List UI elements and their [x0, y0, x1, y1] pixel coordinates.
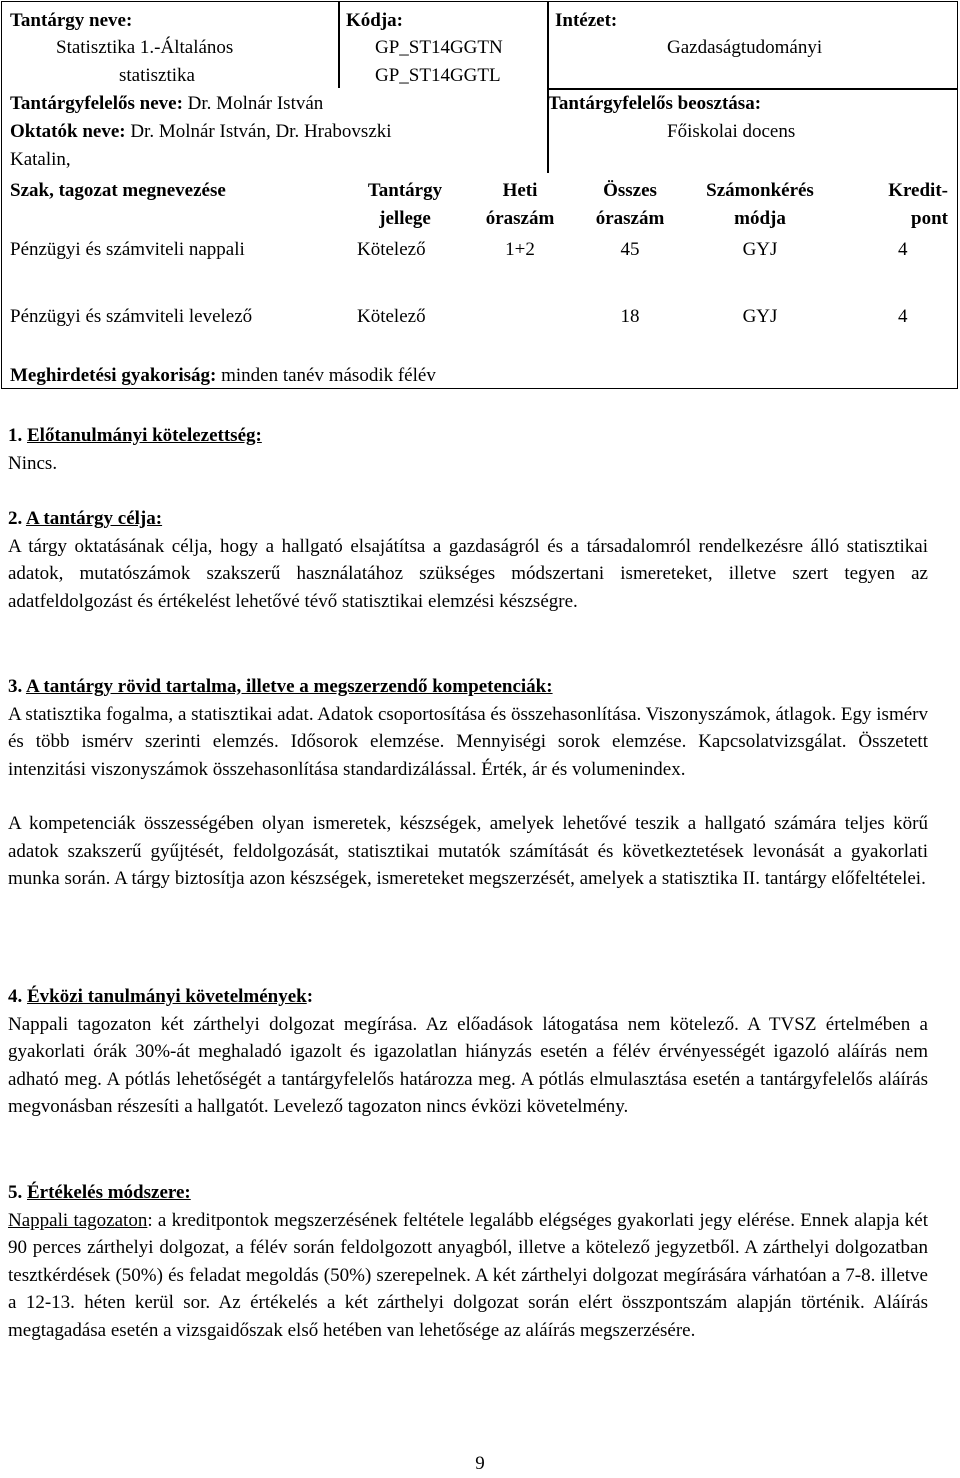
- col-header-heti: Heti óraszám: [485, 180, 555, 229]
- section-title: Értékelés módszere:: [27, 1182, 191, 1203]
- section-text: Nappali tagozaton két zárthelyi dolgozat megírása. Az előadások látogatása nem kötelező. A TVSZ értelmében a gyakorlati órák 30%-át meghaladó igazolt és igazolatlan hiányzás esetén a félév érvényességét igazoló aláírás nem adható meg. A pótlás lehetőségét a tantárgyfelelős határozza meg. A pótlás elmulasztása esetén a tantárgyfelelős aláírás megvonásban részesíti a hallgatót. Levelező tagozaton nincs évközi követelmény.: [8, 1013, 928, 1117]
- col-header-kredit: Kredit- pont: [888, 180, 948, 229]
- announcement-label: Meghirdetési gyakoriság:: [10, 365, 217, 386]
- section-requirements: 4. Évközi tanulmányi követelmények: Nappali tagozaton két zárthelyi dolgozat megírása. Az előadások látogatása nem kötelező. A TVSZ értelmében a gyakorlati órák 30%-át meghaladó igazolt és igazolatlan hiányzás esetén a félév érvényességét igazoló aláírás nem adható meg. A pótlás lehetőségét a tantárgyfelelős határozza meg. A pótlás elmulasztása esetén a tantárgyfelelős aláírás megvonásban részesíti a hallgatót. Levelező tagozaton nincs évközi követelmény.: [8, 983, 928, 1121]
- section-title: Évközi tanulmányi követelmények: [27, 986, 307, 1007]
- table-row-kredit: 4: [898, 306, 908, 327]
- announcement-line: [10, 362, 436, 390]
- table-row-osszes: 18: [620, 306, 640, 327]
- subject-name: Statisztika 1.-Általános: [56, 37, 234, 58]
- section-text: Nappali tagozaton: a kreditpontok megszerzésének feltétele legalább elégséges gyakorlati jegy elérése. Ennek alapja két 90 perces zárthelyi dolgozat, a félév során feldolgozott anyagból, illetve a kötelező jegyzetből. A zárthelyi dolgozatban tesztkérdések (50%) és feladat megoldás (50%) szerepelnek. A két zárthelyi dolgozat megírására várhatóan a 7-8. illetve a 12-13. héten kerül sor. Az értékelés a két zárthelyi dolgozat során elért összpontszám alapján történik. Aláírás megtagadása esetén a vizsgaidőszak első hetében van lehetősége az aláírás megszerzésére.: [8, 1209, 928, 1341]
- section-evaluation: 5. Értékelés módszere: Nappali tagozaton: a kreditpontok megszerzésének feltétele legalább elégséges gyakorlati jegy elérése. Ennek alapja két 90 perces zárthelyi dolgozat, a félév során feldolgozott anyagból, illetve a kötelező jegyzetből. A zárthelyi dolgozatban tesztkérdések (50%) és feladat megoldás (50%) szerepelnek. A két zárthelyi dolgozat megírására várhatóan a 7-8. illetve a 12-13. héten kerül sor. Az értékelés a két zárthelyi dolgozat során elért összpontszám alapján történik. Aláírás megtagadása esetén a vizsgaidőszak első hetében van lehetősége az aláírás megszerzésére.: [8, 1179, 928, 1344]
- course-code: GP_ST14GGTN: [375, 37, 503, 58]
- section-title: A tantárgy célja:: [25, 508, 163, 529]
- page-number: 9: [475, 1453, 485, 1474]
- table-row-szak: Pénzügyi és számviteli levelező: [10, 306, 253, 327]
- position-value: Főiskolai docens: [667, 121, 796, 142]
- course-code-alt: GP_ST14GGTL: [375, 65, 501, 86]
- section-title: A tantárgy rövid tartalma, illetve a megszerzendő kompetenciák:: [25, 676, 553, 697]
- table-row-osszes: 45: [620, 239, 640, 260]
- instructors-names: Dr. Molnár István, Dr. Hrabovszki: [125, 121, 392, 142]
- table-divider: [338, 2, 340, 88]
- instructors-line: [10, 118, 392, 146]
- section-goal: 2. A tantárgy célja: A tárgy oktatásának célja, hogy a hallgató elsajátítsa a gazdaságról és a társadalomról rendelkezésre álló statisztikai adatok, mutatószámok szakszerű használatához szükséges módszertani ismereteket, illetve szert tegyen az adatfeldolgozást és értékelést lehetővé tévő statisztikai elemzési készségre.: [8, 505, 928, 615]
- col-header-szak: Szak, tagozat megnevezése: [10, 180, 226, 201]
- table-row-heti: 1+2: [505, 239, 535, 260]
- col-header-jelleg: Tantárgy jellege: [367, 180, 443, 229]
- responsible-line: [10, 90, 323, 118]
- table-row-kredit: 4: [898, 239, 908, 260]
- announcement-value: minden tanév második félév: [216, 365, 436, 386]
- section-text: A tárgy oktatásának célja, hogy a hallgató elsajátítsa a gazdaságról és a társadalomról rendelkezésre álló statisztikai adatok, mutatószámok szakszerű használatához szükséges módszertani ismereteket, illetve szert tegyen az adatfeldolgozást és értékelést lehetővé tévő statisztikai elemzési készségre.: [8, 535, 928, 612]
- section-content: 3. A tantárgy rövid tartalma, illetve a megszerzendő kompetenciák: A statisztika fogalma, a statisztikai adat. Adatok csoportosítása és összehasonlítása. Viszonyszámok, átlagok. Egy ismérv és több ismérv szerinti elemzés. Idősorok elemzése. Mennyiségi sorok elemzése. Kapcsolatvizsgálat. Összetett intenzitási viszonyszámok összehasonlítása standardizálással. Érték, ár és volumenindex. A kompetenciák összességében olyan ismeretek, készségek, amelyek lehetővé teszik a hallgató számára teljes körű adatok szakszerű gyűjtését, feldolgozását, statisztikai mutatók számítását és következtetések levonását a gyakorlati munka során. A tárgy biztosítja azon készségek, ismereteket megszerzését, amelyek a statisztika II. tantárgy előfeltételei.: [8, 673, 928, 893]
- section-text-competences: A kompetenciák összességében olyan ismeretek, készségek, amelyek lehetővé teszik a hallgató számára teljes körű adatok szakszerű gyűjtését, feldolgozását, statisztikai mutatók számítását és következtetések levonását a gyakorlati munka során. A tárgy biztosítja azon készségek, ismereteket megszerzését, amelyek a statisztika II. tantárgy előfeltételei.: [8, 813, 928, 889]
- section-prerequisites: 1. Előtanulmányi kötelezettség: Nincs.: [8, 422, 928, 477]
- institute-name: Gazdaságtudományi: [667, 37, 823, 58]
- institute-label: Intézet:: [555, 10, 618, 31]
- responsible-name: Dr. Molnár István: [182, 93, 324, 114]
- section-text: A statisztika fogalma, a statisztikai adat. Adatok csoportosítása és összehasonlítása. Viszonyszámok, átlagok. Egy ismérv és több ismérv szerinti elemzés. Idősorok elemzése. Mennyiségi sorok elemzése. Kapcsolatvizsgálat. Összetett intenzitási viszonyszámok összehasonlítása standardizálással. Érték, ár és volumenindex.: [8, 703, 928, 780]
- responsible-label: Tantárgyfelelős neve:: [10, 93, 183, 114]
- position-label: Tantárgyfelelős beosztása:: [548, 93, 762, 114]
- instructors-cont: Katalin,: [10, 149, 71, 170]
- col-header-szamonkeres: Számonkérés módja: [706, 180, 814, 229]
- table-row-szamonkeres: GYJ: [742, 239, 778, 260]
- table-row-szak: Pénzügyi és számviteli nappali: [10, 239, 245, 260]
- section-text: Nincs.: [8, 452, 58, 474]
- code-label: Kódja:: [346, 10, 403, 31]
- subject-label: Tantárgy neve:: [10, 10, 133, 31]
- table-row-jelleg: Kötelező: [357, 306, 426, 327]
- instructors-label: Oktatók neve:: [10, 121, 126, 142]
- section-title: Előtanulmányi kötelezettség:: [27, 425, 262, 446]
- col-header-osszes: Összes óraszám: [595, 180, 665, 229]
- table-row-jelleg: Kötelező: [357, 239, 426, 260]
- subject-name-cont: statisztika: [119, 65, 195, 86]
- daytime-label: Nappali tagozaton: [8, 1209, 148, 1231]
- table-row-szamonkeres: GYJ: [742, 306, 778, 327]
